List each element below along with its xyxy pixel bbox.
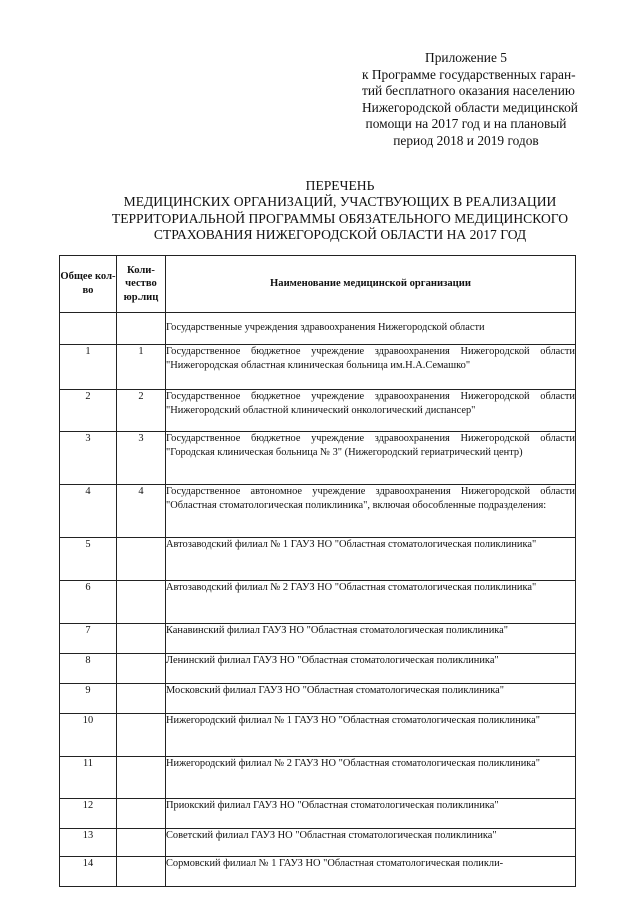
- table-row: [60, 432, 576, 485]
- row-legal-count: [117, 757, 166, 799]
- header-organization-name: Наименование медицинской организации: [166, 256, 576, 313]
- row-total-count: 7: [60, 624, 117, 654]
- row-legal-count: [117, 624, 166, 654]
- row-organization-name: Ленинский филиал ГАУЗ НО "Областная стоматологическая поликлиника": [166, 654, 576, 684]
- document-title: [60, 178, 620, 244]
- row-organization-name: Московский филиал ГАУЗ НО "Областная стоматологическая поликлиника": [166, 684, 576, 714]
- row-organization-name: Приокский филиал ГАУЗ НО "Областная стоматологическая поликлиника": [166, 799, 576, 829]
- table-row: [60, 538, 576, 581]
- title-line: ТЕРРИТОРИАЛЬНОЙ ПРОГРАММЫ ОБЯЗАТЕЛЬНОГО МЕДИЦИНСКОГО: [111, 210, 569, 226]
- header-legal-count: Коли- чество юр.лиц: [117, 256, 166, 313]
- appendix-line: период 2018 и 2019 годов: [393, 132, 539, 148]
- table-row: [60, 654, 576, 684]
- table-row: [60, 757, 576, 799]
- row-total-count: 8: [60, 654, 117, 684]
- row-total-count: 10: [60, 714, 117, 757]
- appendix-line: к Программе государственных гаран-: [362, 66, 576, 82]
- row-legal-count: 4: [117, 485, 166, 538]
- table-row: [60, 799, 576, 829]
- row-legal-count: [117, 714, 166, 757]
- row-legal-count: 3: [117, 432, 166, 485]
- row-organization-name: Канавинский филиал ГАУЗ НО "Областная стоматологическая поликлиника": [166, 624, 576, 654]
- table-row: [60, 624, 576, 654]
- row-total-count: 5: [60, 538, 117, 581]
- row-legal-count: [117, 581, 166, 624]
- row-organization-name: Государственное бюджетное учреждение здравоохранения Нижегородской области "Нижегородский областной клинический онкологический диспансер": [166, 390, 576, 432]
- row-legal-count: 2: [117, 390, 166, 432]
- row-organization-name: Автозаводский филиал № 2 ГАУЗ НО "Областная стоматологическая поликлиника": [166, 581, 576, 624]
- row-organization-name: Советский филиал ГАУЗ НО "Областная стоматологическая поликлиника": [166, 829, 576, 857]
- row-legal-count: [117, 538, 166, 581]
- row-total-count: 3: [60, 432, 117, 485]
- row-legal-count: [117, 654, 166, 684]
- appendix-line: тий бесплатного оказания населению: [362, 83, 575, 99]
- appendix-line: Приложение 5: [425, 50, 507, 65]
- title-line: ПЕРЕЧЕНЬ: [305, 178, 375, 193]
- table-row: [60, 684, 576, 714]
- row-total-count: 13: [60, 829, 117, 857]
- row-total-count: 12: [60, 799, 117, 829]
- row-legal-count: 1: [117, 345, 166, 390]
- row-total-count: 6: [60, 581, 117, 624]
- row-organization-name: Сормовский филиал № 1 ГАУЗ НО "Областная стоматологическая поликли-: [166, 857, 576, 887]
- section-total-cell: [60, 313, 117, 345]
- row-total-count: 9: [60, 684, 117, 714]
- row-total-count: 2: [60, 390, 117, 432]
- table-row: [60, 857, 576, 887]
- row-legal-count: [117, 857, 166, 887]
- title-line: МЕДИЦИНСКИХ ОРГАНИЗАЦИЙ, УЧАСТВУЮЩИХ В РЕАЛИЗАЦИИ: [123, 194, 557, 210]
- table-row: [60, 714, 576, 757]
- row-total-count: 11: [60, 757, 117, 799]
- table-row: [60, 581, 576, 624]
- organizations-table: [59, 255, 576, 887]
- row-organization-name: Государственное автономное учреждение здравоохранения Нижегородской области "Областная стоматологическая поликлиника", включая обособленные подразделения:: [166, 485, 576, 538]
- row-organization-name: Государственное бюджетное учреждение здравоохранения Нижегородской области "Городская клиническая больница № 3" (Нижегородский гериатрический центр): [166, 432, 576, 485]
- row-total-count: 14: [60, 857, 117, 887]
- row-total-count: 4: [60, 485, 117, 538]
- section-row: [60, 313, 576, 345]
- title-line: СТРАХОВАНИЯ НИЖЕГОРОДСКОЙ ОБЛАСТИ НА 2017 ГОД: [153, 227, 527, 243]
- section-legal-cell: [117, 313, 166, 345]
- table-row: [60, 390, 576, 432]
- appendix-line: Нижегородской области медицинской: [362, 99, 578, 115]
- row-legal-count: [117, 829, 166, 857]
- table-row: [60, 485, 576, 538]
- appendix-block: [362, 50, 578, 150]
- row-organization-name: Государственное бюджетное учреждение здравоохранения Нижегородской области "Нижегородская областная клиническая больница им.Н.А.Семашко": [166, 345, 576, 390]
- row-legal-count: [117, 684, 166, 714]
- header-total-count: Общее кол-во: [60, 256, 117, 313]
- table-header-row: [60, 256, 576, 313]
- appendix-line: помощи на 2017 год и на плановый: [365, 116, 567, 132]
- row-organization-name: Нижегородский филиал № 2 ГАУЗ НО "Областная стоматологическая поликлиника": [166, 757, 576, 799]
- row-total-count: 1: [60, 345, 117, 390]
- row-legal-count: [117, 799, 166, 829]
- table-row: [60, 829, 576, 857]
- section-label: Государственные учреждения здравоохранения Нижегородской области: [166, 313, 576, 345]
- row-organization-name: Автозаводский филиал № 1 ГАУЗ НО "Областная стоматологическая поликлиника": [166, 538, 576, 581]
- table-row: [60, 345, 576, 390]
- row-organization-name: Нижегородский филиал № 1 ГАУЗ НО "Областная стоматологическая поликлиника": [166, 714, 576, 757]
